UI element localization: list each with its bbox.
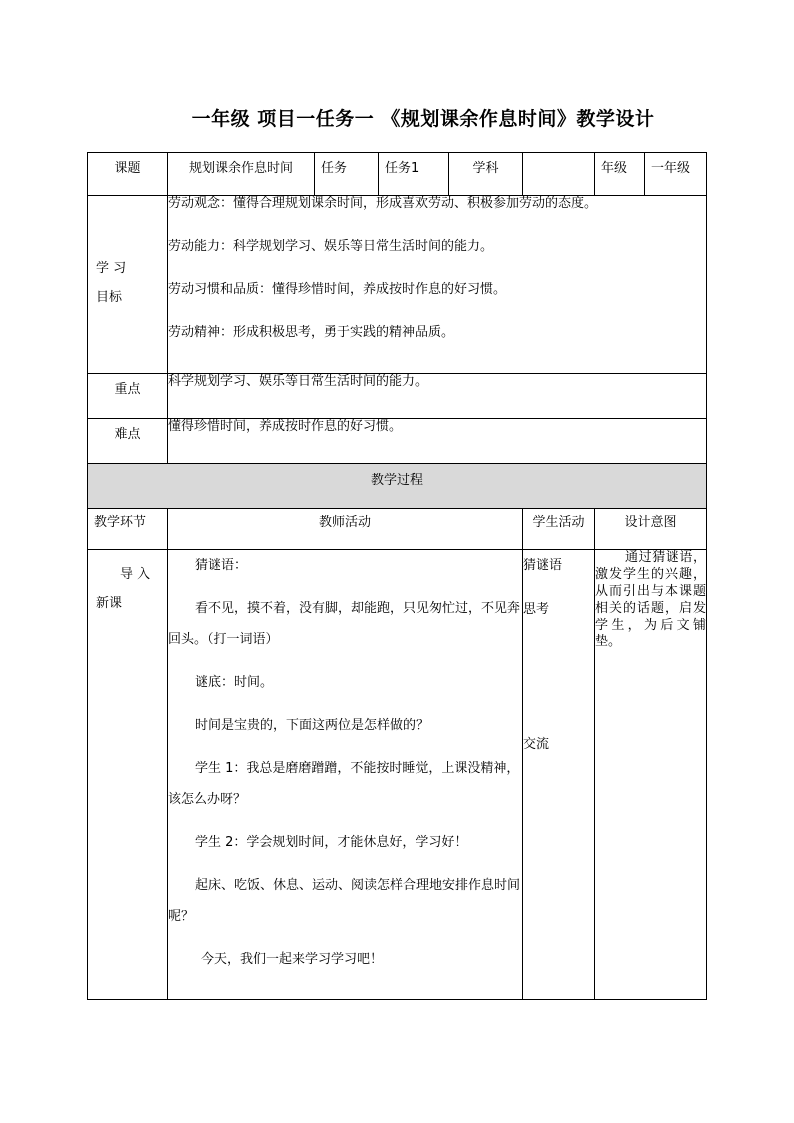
teacher-activity-line: 谜底：时间。 xyxy=(195,675,274,690)
key-point-row xyxy=(88,374,707,419)
lesson-label: 课题 xyxy=(114,161,141,176)
key-point-value: 科学规划学习、娱乐等日常生活时间的能力。 xyxy=(168,374,707,419)
subject-label-cell xyxy=(449,153,523,196)
process-title: 教学过程 xyxy=(370,473,423,488)
stage-label: 导 入 新课 xyxy=(96,567,151,611)
goal-item: 劳动观念：懂得合理规划课余时间，形成喜欢劳动、积极参加劳动的态度。 xyxy=(168,196,598,211)
task-value: 任务1 xyxy=(385,161,420,176)
grade-label: 年级 xyxy=(601,161,628,176)
document-title: 一年级 项目一任务一 《规划课余作息时间》教学设计 xyxy=(191,108,655,130)
stage-cell xyxy=(88,550,168,1000)
goal-item: 劳动习惯和品质：懂得珍惜时间，养成按时作息的好习惯。 xyxy=(168,281,507,297)
teacher-activity-line: 起床、吃饭、休息、运动、阅读怎样合理地安排作息时间呢？ xyxy=(168,878,521,924)
grade-value-cell xyxy=(645,153,707,196)
difficulty-label-cell xyxy=(88,419,168,464)
key-point-label-cell xyxy=(88,374,168,419)
goals-label: 学 习 目标 xyxy=(96,261,127,305)
grade-label-cell xyxy=(595,153,645,196)
goal-item: 劳动精神：形成积极思考，勇于实践的精神品质。 xyxy=(168,324,455,340)
task-label: 任务 xyxy=(321,161,348,176)
design-intent-text: 通过猜谜语，激发学生的兴趣，从而引出与本课题相关的话题，启发学生，为后文铺垫。 xyxy=(595,550,706,650)
goals-row xyxy=(88,196,707,374)
teacher-activity-line: 今天，我们一起来学习学习吧！ xyxy=(201,952,384,967)
column-header-student: 学生活动 xyxy=(523,509,595,550)
task-label-cell xyxy=(315,153,379,196)
subject-value xyxy=(523,153,594,161)
header-row xyxy=(88,153,707,196)
process-column-header-row xyxy=(88,509,707,550)
subject-label: 学科 xyxy=(472,161,499,176)
teacher-activity-line: 时间是宝贵的，下面这两位是怎样做的？ xyxy=(195,718,430,733)
intro-row xyxy=(88,550,707,1000)
grade-value: 一年级 xyxy=(651,161,691,176)
column-header-stage: 教学环节 xyxy=(88,509,168,550)
column-header-teacher: 教师活动 xyxy=(168,509,523,550)
lesson-value-cell xyxy=(168,153,315,196)
student-activity-item: 猜谜语 xyxy=(523,558,563,573)
process-title-row xyxy=(88,464,707,509)
goals-label-cell xyxy=(88,196,168,374)
subject-value-cell xyxy=(523,153,595,196)
column-header-design: 设计意图 xyxy=(595,509,707,550)
teacher-activity-line: 看不见，摸不着，没有脚，却能跑，只见匆忙过，不见奔回头。（打一词语） xyxy=(168,601,521,647)
difficulty-value: 懂得珍惜时间，养成按时作息的好习惯。 xyxy=(168,419,707,464)
student-activity-item: 思考 xyxy=(523,602,550,617)
lesson-label-cell xyxy=(88,153,168,196)
key-point-label: 重点 xyxy=(114,382,141,397)
process-title-cell xyxy=(88,464,707,509)
teacher-activity-line: 猜谜语： xyxy=(195,558,248,573)
lesson-plan-table xyxy=(87,152,707,1000)
teacher-activity-line: 学生 2：学会规划时间，才能休息好，学习好！ xyxy=(195,835,468,850)
difficulty-label: 难点 xyxy=(114,427,141,442)
student-activity-item: 交流 xyxy=(523,737,550,752)
goal-item: 劳动能力：科学规划学习、娱乐等日常生活时间的能力。 xyxy=(168,238,494,254)
teacher-activity-cell xyxy=(168,550,523,1000)
student-activity-cell xyxy=(523,550,595,1000)
goals-content-cell xyxy=(168,196,707,374)
teacher-activity-line: 学生 1：我总是磨磨蹭蹭，不能按时睡觉，上课没精神，该怎么办呀？ xyxy=(168,761,520,807)
difficulty-row xyxy=(88,419,707,464)
lesson-value: 规划课余作息时间 xyxy=(188,161,293,176)
task-value-cell xyxy=(379,153,449,196)
design-intent-cell xyxy=(595,550,707,1000)
